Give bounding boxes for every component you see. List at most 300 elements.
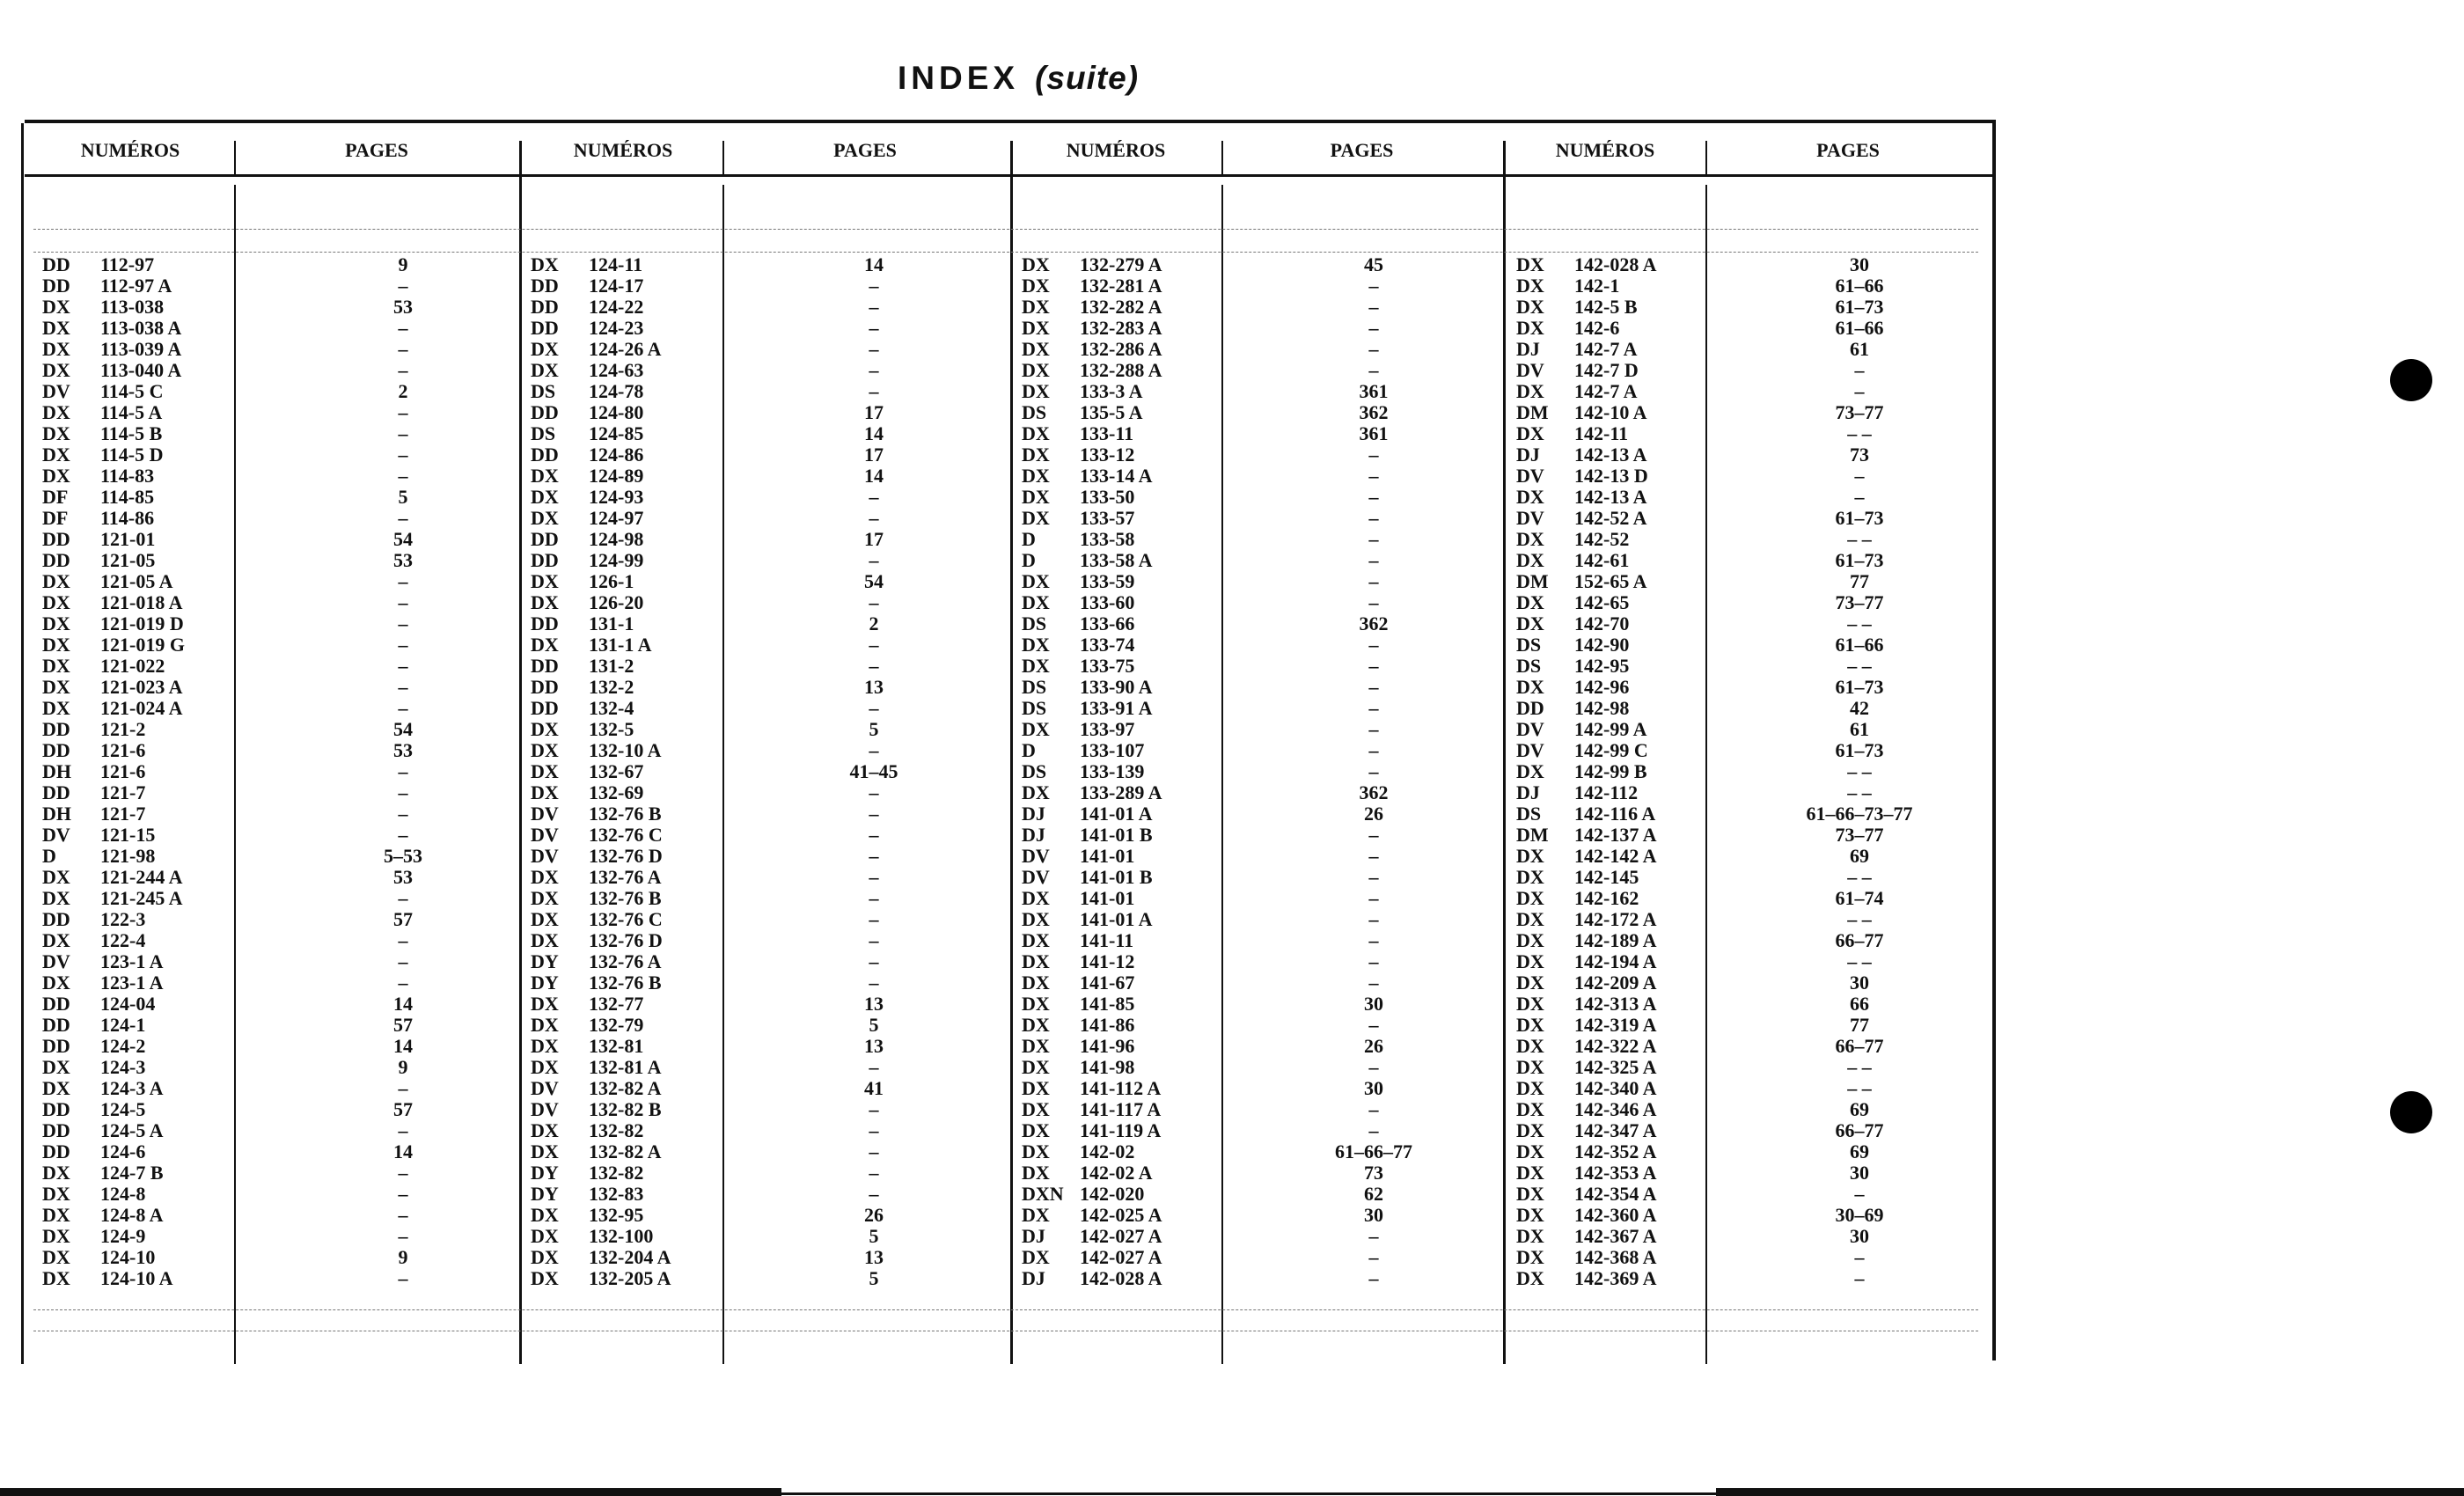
index-number: 142-7 D bbox=[1574, 359, 1639, 381]
index-prefix: DX bbox=[1516, 275, 1544, 297]
index-pages: – bbox=[1368, 317, 1379, 339]
index-prefix: DX bbox=[1516, 422, 1544, 444]
index-row bbox=[531, 782, 1006, 803]
index-pages: – bbox=[869, 781, 879, 803]
index-prefix: DV bbox=[531, 824, 559, 846]
index-row bbox=[1022, 888, 1497, 909]
index-number: 132-10 A bbox=[589, 739, 662, 761]
index-prefix: DX bbox=[1516, 1183, 1544, 1205]
index-number: 114-5 C bbox=[100, 380, 164, 402]
index-row bbox=[1022, 782, 1497, 803]
index-row bbox=[1022, 1247, 1497, 1268]
index-prefix: DX bbox=[42, 887, 70, 909]
index-row bbox=[42, 508, 517, 529]
index-prefix: DX bbox=[1516, 1267, 1544, 1289]
index-row bbox=[1516, 803, 1991, 825]
index-prefix: DX bbox=[42, 655, 70, 677]
index-prefix: DJ bbox=[1516, 444, 1540, 466]
index-number: 124-3 bbox=[100, 1056, 146, 1078]
index-row bbox=[531, 1099, 1006, 1120]
index-prefix: DX bbox=[531, 1056, 559, 1078]
index-row bbox=[1022, 318, 1497, 339]
index-pages: – bbox=[1368, 528, 1379, 550]
index-pages: 77 bbox=[1850, 570, 1869, 592]
index-prefix: DX bbox=[1022, 296, 1050, 318]
index-pages: – – bbox=[1847, 655, 1872, 677]
index-pages: – bbox=[869, 1056, 879, 1078]
index-pages: 61–66–77 bbox=[1335, 1140, 1412, 1162]
index-row bbox=[531, 994, 1006, 1015]
index-number: 142-52 bbox=[1574, 528, 1630, 550]
index-number: 133-3 A bbox=[1080, 380, 1143, 402]
index-row bbox=[1516, 825, 1991, 846]
index-pages: – bbox=[1368, 1246, 1379, 1268]
index-prefix: DS bbox=[531, 422, 556, 444]
index-number: 124-6 bbox=[100, 1140, 146, 1162]
index-pages: 73–77 bbox=[1835, 401, 1884, 423]
index-row bbox=[42, 1226, 517, 1247]
index-pages: 54 bbox=[393, 718, 413, 740]
index-pages: – bbox=[869, 1098, 879, 1120]
index-pages: – bbox=[1368, 1014, 1379, 1036]
index-row bbox=[531, 529, 1006, 550]
index-number: 133-74 bbox=[1080, 634, 1135, 656]
index-row bbox=[42, 867, 517, 888]
index-prefix: D bbox=[1022, 528, 1036, 550]
index-number: 142-61 bbox=[1574, 549, 1630, 571]
index-row bbox=[1022, 402, 1497, 423]
index-row bbox=[531, 846, 1006, 867]
index-pages: – bbox=[1368, 929, 1379, 951]
index-pages: 66 bbox=[1850, 993, 1869, 1015]
index-prefix: DV bbox=[42, 824, 70, 846]
index-row bbox=[1516, 1226, 1991, 1247]
index-number: 124-8 A bbox=[100, 1204, 164, 1226]
index-row bbox=[42, 529, 517, 550]
index-prefix: DX bbox=[1516, 950, 1544, 972]
index-number: 124-10 A bbox=[100, 1267, 173, 1289]
index-row bbox=[1022, 677, 1497, 698]
index-number: 124-10 bbox=[100, 1246, 156, 1268]
index-prefix: DX bbox=[1516, 1014, 1544, 1036]
index-row bbox=[42, 972, 517, 994]
index-prefix: DD bbox=[42, 718, 70, 740]
index-number: 132-69 bbox=[589, 781, 644, 803]
index-prefix: DX bbox=[1516, 528, 1544, 550]
index-prefix: DS bbox=[1022, 612, 1047, 634]
index-pages: – bbox=[398, 317, 408, 339]
index-row bbox=[531, 254, 1006, 275]
index-pages: – bbox=[869, 359, 879, 381]
index-row bbox=[1516, 846, 1991, 867]
index-row bbox=[531, 972, 1006, 994]
index-row bbox=[1516, 740, 1991, 761]
index-number: 132-205 A bbox=[589, 1267, 671, 1289]
index-pages: – bbox=[398, 1204, 408, 1226]
index-pages: – bbox=[1368, 1267, 1379, 1289]
index-number: 141-01 bbox=[1080, 845, 1135, 867]
index-number: 141-01 B bbox=[1080, 824, 1153, 846]
index-prefix: DX bbox=[1022, 929, 1050, 951]
index-pages: 30 bbox=[1850, 253, 1869, 275]
index-prefix: DX bbox=[1516, 1056, 1544, 1078]
index-pages: 57 bbox=[393, 1098, 413, 1120]
index-prefix: DX bbox=[42, 1246, 70, 1268]
index-number: 141-01 bbox=[1080, 887, 1135, 909]
index-pages: – bbox=[398, 359, 408, 381]
index-pages: – bbox=[398, 507, 408, 529]
index-pages: – bbox=[398, 1162, 408, 1184]
index-number: 152-65 A bbox=[1574, 570, 1647, 592]
index-row bbox=[531, 719, 1006, 740]
index-pages: 17 bbox=[864, 528, 884, 550]
index-pages: 53 bbox=[393, 866, 413, 888]
index-row bbox=[531, 508, 1006, 529]
index-row bbox=[531, 339, 1006, 360]
index-number: 132-76 A bbox=[589, 950, 662, 972]
index-number: 142-02 A bbox=[1080, 1162, 1153, 1184]
index-row bbox=[42, 1099, 517, 1120]
index-number: 142-325 A bbox=[1574, 1056, 1657, 1078]
index-row bbox=[531, 360, 1006, 381]
index-prefix: DX bbox=[42, 612, 70, 634]
index-pages: – bbox=[398, 887, 408, 909]
index-pages: – bbox=[398, 950, 408, 972]
index-prefix: DS bbox=[1022, 676, 1047, 698]
index-pages: – bbox=[1368, 866, 1379, 888]
index-prefix: DX bbox=[1022, 465, 1050, 487]
index-row bbox=[1516, 677, 1991, 698]
index-number: 133-107 bbox=[1080, 739, 1145, 761]
index-row bbox=[531, 1205, 1006, 1226]
index-prefix: DX bbox=[531, 781, 559, 803]
index-row bbox=[42, 1184, 517, 1205]
index-row bbox=[42, 761, 517, 782]
index-row bbox=[1022, 466, 1497, 487]
index-pages: – – bbox=[1847, 866, 1872, 888]
index-pages: 13 bbox=[864, 1035, 884, 1057]
index-pages: 69 bbox=[1850, 1140, 1869, 1162]
index-prefix: DX bbox=[42, 422, 70, 444]
index-number: 141-67 bbox=[1080, 972, 1135, 994]
index-row bbox=[42, 677, 517, 698]
index-prefix: D bbox=[1022, 739, 1036, 761]
dotted-rule bbox=[33, 1309, 1978, 1310]
index-row bbox=[1516, 1268, 1991, 1289]
index-row bbox=[1516, 994, 1991, 1015]
index-pages: – bbox=[1368, 950, 1379, 972]
index-number: 133-139 bbox=[1080, 760, 1145, 782]
index-number: 142-189 A bbox=[1574, 929, 1657, 951]
index-pages: – bbox=[1368, 676, 1379, 698]
index-row bbox=[1022, 592, 1497, 613]
index-prefix: DX bbox=[1516, 612, 1544, 634]
index-prefix: DX bbox=[1516, 1098, 1544, 1120]
index-pages: – bbox=[1368, 444, 1379, 466]
index-pages: 30 bbox=[1364, 1077, 1383, 1099]
index-number: 142-90 bbox=[1574, 634, 1630, 656]
index-pages: – bbox=[1368, 845, 1379, 867]
index-pages: – – bbox=[1847, 612, 1872, 634]
index-prefix: DD bbox=[42, 549, 70, 571]
index-prefix: DV bbox=[42, 950, 70, 972]
index-row bbox=[1516, 634, 1991, 656]
index-prefix: DX bbox=[1516, 1162, 1544, 1184]
index-pages: 45 bbox=[1364, 253, 1383, 275]
index-pages: 61–73 bbox=[1835, 296, 1884, 318]
index-prefix: DX bbox=[42, 401, 70, 423]
index-number: 142-025 A bbox=[1080, 1204, 1162, 1226]
index-pages: – bbox=[398, 1119, 408, 1141]
index-row bbox=[42, 909, 517, 930]
index-number: 142-112 bbox=[1574, 781, 1639, 803]
index-prefix: DV bbox=[1516, 739, 1544, 761]
index-number: 133-58 bbox=[1080, 528, 1135, 550]
index-number: 141-12 bbox=[1080, 950, 1135, 972]
index-number: 142-360 A bbox=[1574, 1204, 1657, 1226]
index-number: 124-9 bbox=[100, 1225, 146, 1247]
index-prefix: DX bbox=[1022, 655, 1050, 677]
index-row bbox=[42, 339, 517, 360]
index-row bbox=[1022, 1205, 1497, 1226]
index-row bbox=[1516, 1057, 1991, 1078]
index-prefix: DD bbox=[531, 317, 559, 339]
index-pages: – bbox=[1854, 380, 1865, 402]
index-number: 142-02 bbox=[1080, 1140, 1135, 1162]
index-pages: – bbox=[1368, 908, 1379, 930]
index-row bbox=[1516, 1184, 1991, 1205]
index-pages: 69 bbox=[1850, 1098, 1869, 1120]
index-number: 142-346 A bbox=[1574, 1098, 1657, 1120]
index-number: 123-1 A bbox=[100, 950, 164, 972]
index-prefix: DX bbox=[1022, 338, 1050, 360]
bottom-rule bbox=[1716, 1488, 2464, 1496]
index-pages: – bbox=[869, 697, 879, 719]
index-pages: 69 bbox=[1850, 845, 1869, 867]
index-pages: 9 bbox=[398, 1056, 408, 1078]
index-pages: – bbox=[869, 591, 879, 613]
index-number: 141-119 A bbox=[1080, 1119, 1162, 1141]
index-prefix: DX bbox=[1516, 1204, 1544, 1226]
index-number: 123-1 A bbox=[100, 972, 164, 994]
index-prefix: DX bbox=[531, 929, 559, 951]
index-number: 124-7 B bbox=[100, 1162, 164, 1184]
index-number: 141-86 bbox=[1080, 1014, 1135, 1036]
index-prefix: DX bbox=[42, 697, 70, 719]
index-row bbox=[42, 1141, 517, 1162]
index-row bbox=[1022, 719, 1497, 740]
index-prefix: DX bbox=[42, 1204, 70, 1226]
index-row bbox=[1516, 1205, 1991, 1226]
index-row bbox=[42, 656, 517, 677]
index-pages: 66–77 bbox=[1835, 929, 1884, 951]
index-prefix: DX bbox=[1022, 1204, 1050, 1226]
index-prefix: DD bbox=[531, 528, 559, 550]
index-prefix: DX bbox=[531, 591, 559, 613]
index-prefix: D bbox=[42, 845, 56, 867]
index-number: 141-112 A bbox=[1080, 1077, 1162, 1099]
index-prefix: DX bbox=[531, 507, 559, 529]
index-number: 132-81 A bbox=[589, 1056, 662, 1078]
index-pages: – bbox=[1368, 591, 1379, 613]
index-number: 142-96 bbox=[1574, 676, 1630, 698]
index-pages: 66–77 bbox=[1835, 1035, 1884, 1057]
index-prefix: DX bbox=[531, 908, 559, 930]
index-number: 133-90 A bbox=[1080, 676, 1153, 698]
index-number: 141-01 A bbox=[1080, 803, 1153, 825]
index-row bbox=[42, 1268, 517, 1289]
index-prefix: DM bbox=[1516, 824, 1549, 846]
index-prefix: DX bbox=[42, 1183, 70, 1205]
index-pages: – bbox=[869, 486, 879, 508]
index-prefix: DX bbox=[1516, 845, 1544, 867]
index-number: 141-11 bbox=[1080, 929, 1134, 951]
index-number: 142-209 A bbox=[1574, 972, 1657, 994]
index-number: 133-50 bbox=[1080, 486, 1135, 508]
index-prefix: DX bbox=[42, 972, 70, 994]
index-row bbox=[531, 571, 1006, 592]
index-pages: – bbox=[398, 781, 408, 803]
index-prefix: DD bbox=[42, 275, 70, 297]
index-row bbox=[1516, 782, 1991, 803]
index-pages: 5–53 bbox=[384, 845, 422, 867]
header-rule bbox=[25, 174, 1992, 177]
index-prefix: DX bbox=[1516, 866, 1544, 888]
index-row bbox=[531, 803, 1006, 825]
index-row bbox=[1022, 656, 1497, 677]
index-prefix: DX bbox=[1022, 380, 1050, 402]
index-pages: 54 bbox=[864, 570, 884, 592]
index-prefix: DX bbox=[531, 1119, 559, 1141]
index-prefix: DX bbox=[1516, 676, 1544, 698]
index-pages: 42 bbox=[1850, 697, 1869, 719]
index-row bbox=[42, 275, 517, 297]
index-number: 124-97 bbox=[589, 507, 644, 529]
index-prefix: DX bbox=[1022, 507, 1050, 529]
index-pages: 2 bbox=[869, 612, 879, 634]
index-pages: – bbox=[1368, 1056, 1379, 1078]
index-prefix: DX bbox=[1516, 908, 1544, 930]
index-row bbox=[1022, 339, 1497, 360]
index-row bbox=[1022, 444, 1497, 466]
index-prefix: DV bbox=[1516, 718, 1544, 740]
index-row bbox=[531, 867, 1006, 888]
index-prefix: DX bbox=[1516, 887, 1544, 909]
index-prefix: DX bbox=[1516, 1077, 1544, 1099]
index-pages: – bbox=[398, 275, 408, 297]
index-pages: 26 bbox=[1364, 1035, 1383, 1057]
index-number: 132-76 B bbox=[589, 887, 662, 909]
index-pages: – bbox=[869, 824, 879, 846]
index-row bbox=[1022, 1226, 1497, 1247]
index-prefix: DX bbox=[1516, 253, 1544, 275]
index-prefix: DX bbox=[1022, 993, 1050, 1015]
index-number: 142-172 A bbox=[1574, 908, 1657, 930]
index-prefix: DX bbox=[531, 1204, 559, 1226]
index-pages: 362 bbox=[1359, 401, 1389, 423]
index-prefix: DD bbox=[42, 739, 70, 761]
index-pages: 14 bbox=[864, 465, 884, 487]
index-pages: – bbox=[398, 1183, 408, 1205]
index-prefix: DX bbox=[1022, 1162, 1050, 1184]
index-number: 124-1 bbox=[100, 1014, 146, 1036]
index-pages: – bbox=[398, 634, 408, 656]
index-row bbox=[1022, 360, 1497, 381]
index-column-2 bbox=[531, 254, 1006, 1289]
index-number: 124-23 bbox=[589, 317, 644, 339]
index-number: 142-1 bbox=[1574, 275, 1620, 297]
index-prefix: DV bbox=[1516, 359, 1544, 381]
index-number: 126-1 bbox=[589, 570, 634, 592]
index-pages: – bbox=[869, 908, 879, 930]
index-prefix: DX bbox=[1516, 296, 1544, 318]
index-row bbox=[1516, 613, 1991, 634]
index-prefix: DX bbox=[42, 359, 70, 381]
index-prefix: DX bbox=[531, 338, 559, 360]
index-pages: 14 bbox=[864, 422, 884, 444]
index-prefix: DY bbox=[531, 1162, 559, 1184]
index-row bbox=[531, 550, 1006, 571]
index-number: 142-319 A bbox=[1574, 1014, 1657, 1036]
index-row bbox=[531, 677, 1006, 698]
index-number: 132-2 bbox=[589, 676, 634, 698]
index-pages: – bbox=[1368, 465, 1379, 487]
index-row bbox=[42, 1120, 517, 1141]
index-pages: – – bbox=[1847, 422, 1872, 444]
index-number: 124-85 bbox=[589, 422, 644, 444]
dotted-rule bbox=[33, 252, 1978, 253]
index-prefix: DX bbox=[1022, 634, 1050, 656]
index-row bbox=[1516, 1162, 1991, 1184]
index-number: 142-13 A bbox=[1574, 444, 1647, 466]
index-number: 114-86 bbox=[100, 507, 155, 529]
index-pages: – bbox=[1368, 1098, 1379, 1120]
index-pages: – bbox=[869, 1140, 879, 1162]
index-number: 142-137 A bbox=[1574, 824, 1657, 846]
index-pages: 14 bbox=[864, 253, 884, 275]
index-number: 121-7 bbox=[100, 803, 146, 825]
index-row bbox=[531, 1120, 1006, 1141]
index-pages: – bbox=[869, 655, 879, 677]
index-prefix: DV bbox=[531, 845, 559, 867]
index-row bbox=[1516, 1141, 1991, 1162]
index-row bbox=[42, 550, 517, 571]
index-pages: 61–66–73–77 bbox=[1806, 803, 1913, 825]
index-pages: – bbox=[398, 401, 408, 423]
index-row bbox=[1022, 1036, 1497, 1057]
index-prefix: DXN bbox=[1022, 1183, 1064, 1205]
index-prefix: DX bbox=[42, 929, 70, 951]
header-pages: PAGES bbox=[1816, 139, 1880, 161]
index-number: 132-76 C bbox=[589, 824, 663, 846]
index-prefix: DV bbox=[531, 1098, 559, 1120]
index-row bbox=[42, 444, 517, 466]
index-pages: – bbox=[869, 866, 879, 888]
index-number: 141-96 bbox=[1080, 1035, 1135, 1057]
index-row bbox=[42, 1057, 517, 1078]
bottom-rule bbox=[781, 1492, 1716, 1495]
index-prefix: DX bbox=[1022, 1140, 1050, 1162]
index-number: 133-59 bbox=[1080, 570, 1135, 592]
index-pages: – bbox=[1368, 739, 1379, 761]
title-suffix: (suite) bbox=[1035, 60, 1140, 96]
index-number: 142-368 A bbox=[1574, 1246, 1657, 1268]
index-pages: – bbox=[398, 612, 408, 634]
index-number: 113-039 A bbox=[100, 338, 182, 360]
index-prefix: DX bbox=[1516, 549, 1544, 571]
index-number: 142-354 A bbox=[1574, 1183, 1657, 1205]
index-number: 112-97 bbox=[100, 253, 155, 275]
